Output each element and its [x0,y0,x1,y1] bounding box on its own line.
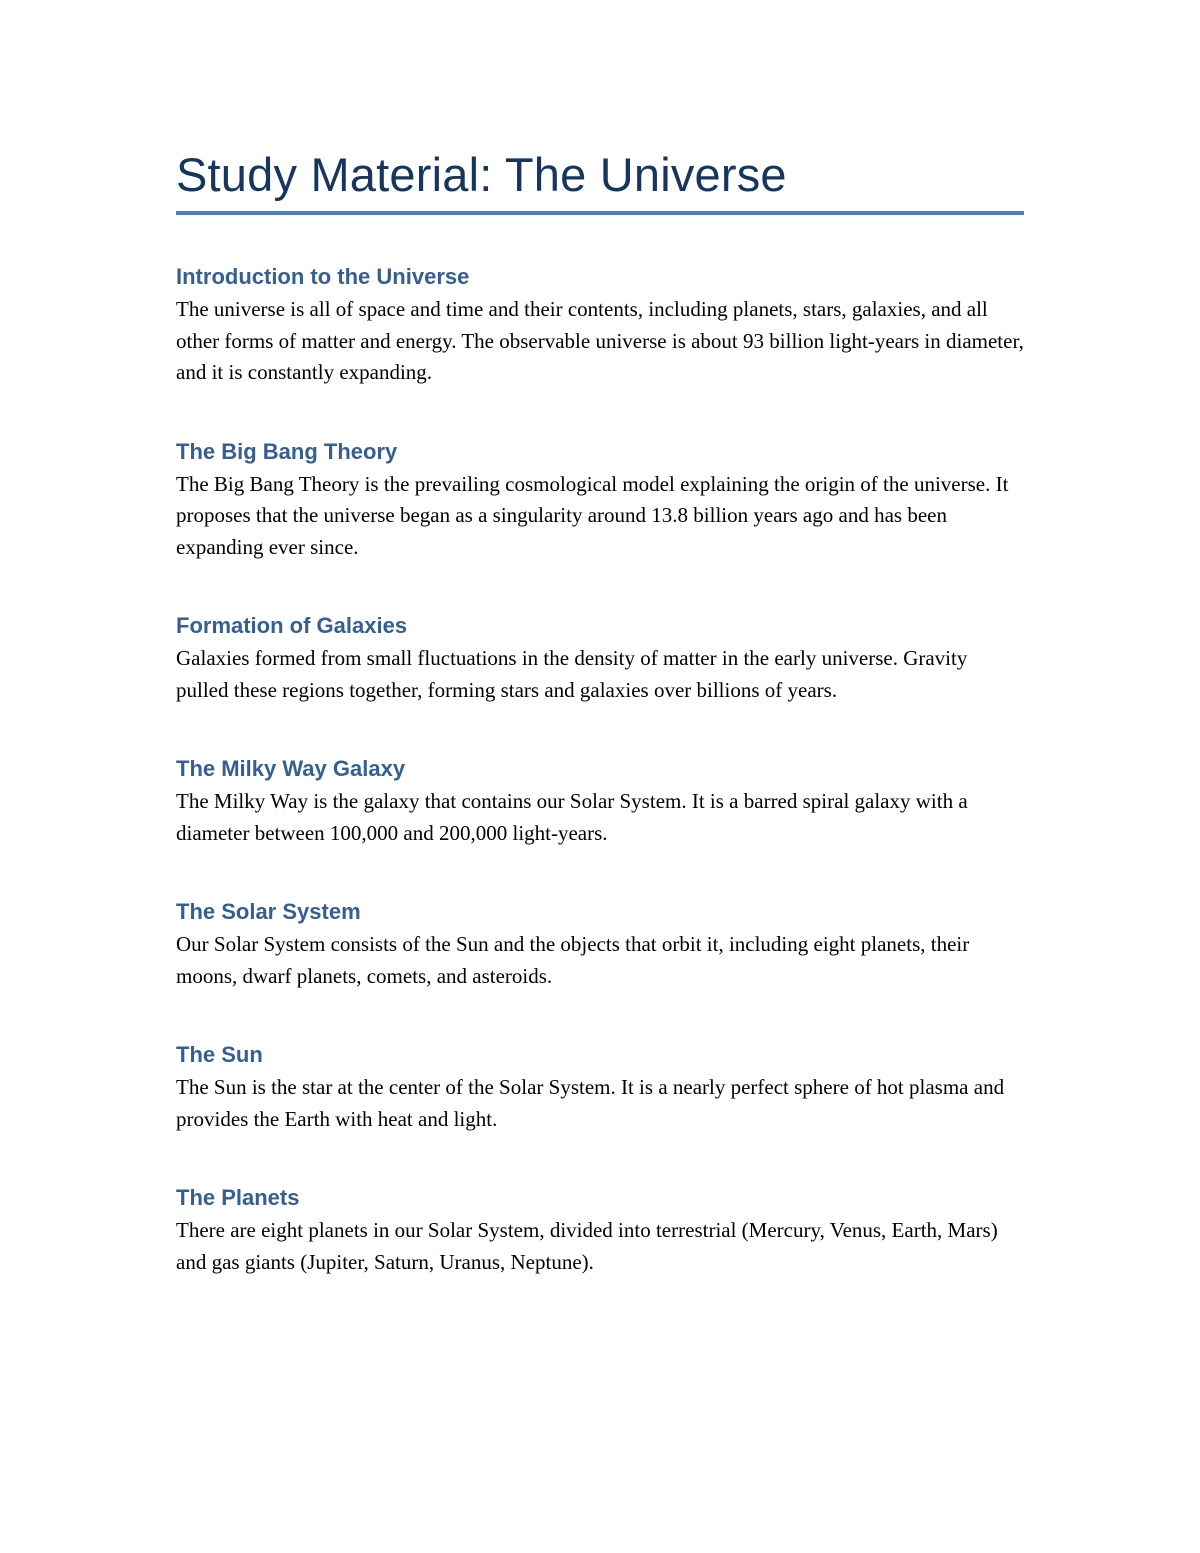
document-content [176,146,1024,1278]
section-body: The Milky Way is the galaxy that contains our Solar System. It is a barred spiral galaxy with a diameter between 100,000 and 200,000 light-years. [176,789,968,845]
section-heading: Introduction to the Universe [176,264,470,289]
section-sun [176,1040,1024,1135]
document-title: Study Material: The Universe [176,148,787,201]
title-underline-rule [176,211,1024,215]
section-heading: The Planets [176,1185,300,1210]
section-body: There are eight planets in our Solar System, divided into terrestrial (Mercury, Venus, Earth, Mars) and gas giants (Jupiter, Saturn, Uranus, Neptune). [176,1218,998,1274]
section-body: Galaxies formed from small fluctuations in the density of matter in the early universe. Gravity pulled these regions together, forming stars and galaxies over billions of years. [176,646,968,702]
section-milky-way [176,754,1024,849]
section-heading: The Sun [176,1042,263,1067]
section-planets [176,1183,1024,1278]
section-heading: The Big Bang Theory [176,438,398,464]
section-introduction [176,262,1024,389]
section-body: The Big Bang Theory is the prevailing cosmological model explaining the origin of the universe. It proposes that the universe began as a singularity around 13.8 billion years ago and has been expanding ever since. [176,471,1009,559]
section-heading: Formation of Galaxies [176,613,408,638]
section-galaxies [176,611,1024,706]
section-body: The Sun is the star at the center of the Solar System. It is a nearly perfect sphere of hot plasma and provides the Earth with heat and light. [176,1075,1005,1131]
section-body: Our Solar System consists of the Sun and the objects that orbit it, including eight planets, their moons, dwarf planets, comets, and asteroids. [176,932,970,988]
section-big-bang [176,437,1024,564]
section-solar-system [176,897,1024,992]
section-body: The universe is all of space and time and their contents, including planets, stars, galaxies, and all other forms of matter and energy. The observable universe is about 93 billion light-years in diameter, and it is constantly expanding. [176,297,1024,384]
section-heading: The Milky Way Galaxy [176,756,406,781]
section-heading: The Solar System [176,899,361,924]
